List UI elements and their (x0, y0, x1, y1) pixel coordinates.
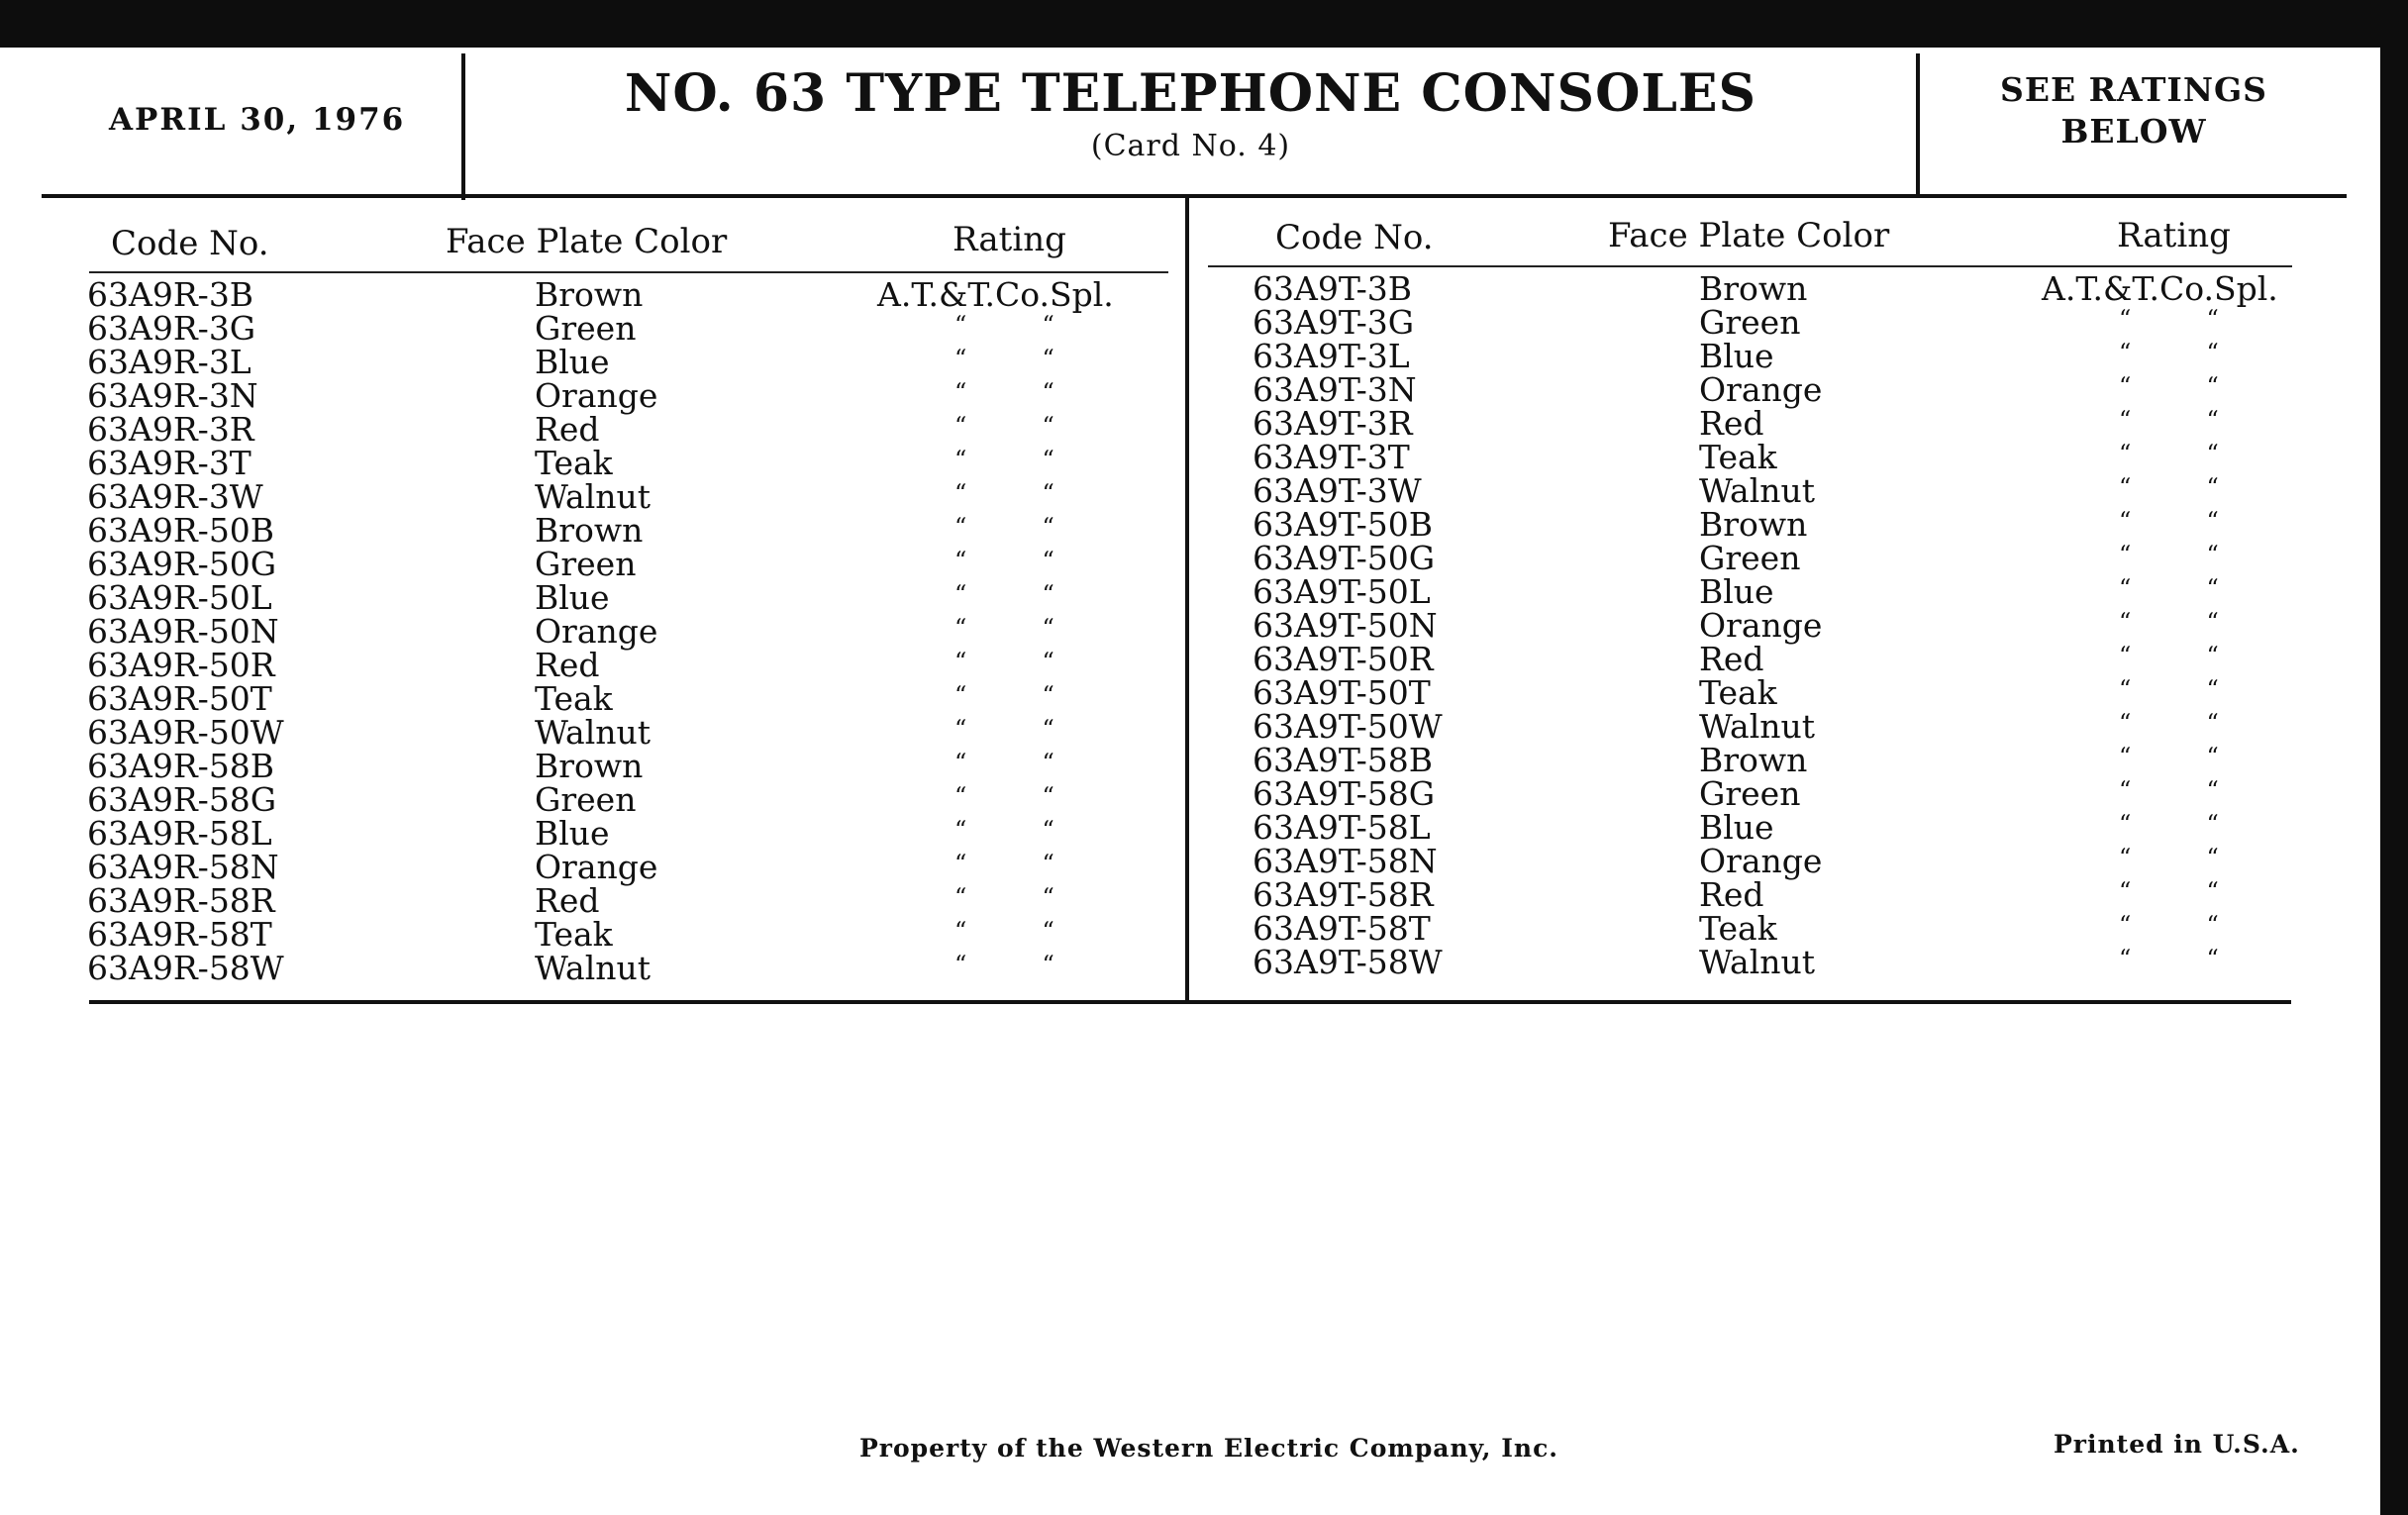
rating-ditto-mark: “ “ (2119, 608, 2219, 636)
table-row (0, 477, 1183, 516)
code-number: 63A9R-58L (87, 814, 272, 853)
face-plate-color: Teak (1699, 909, 1777, 948)
code-number: 63A9R-3N (87, 376, 258, 415)
face-plate-color: Red (535, 646, 600, 684)
rating-ditto-mark: “ “ (954, 412, 1054, 440)
code-number: 63A9T-3B (1253, 269, 1412, 308)
rating-ditto-mark: “ “ (954, 378, 1054, 406)
rating-ditto-mark: “ “ (954, 580, 1054, 608)
right-color-header: Face Plate Color (1608, 216, 1890, 255)
rating-ditto-mark: “ “ (954, 345, 1054, 372)
rating-ditto-mark: “ “ (954, 614, 1054, 642)
table-row (0, 444, 1183, 482)
table-row (0, 848, 1183, 886)
table-row (1188, 572, 2376, 611)
code-number: 63A9R-3B (87, 275, 254, 314)
face-plate-color: Brown (1699, 741, 1808, 779)
code-number: 63A9T-58N (1253, 842, 1438, 880)
right-header-rule (1208, 265, 2292, 267)
face-plate-color: Green (1699, 539, 1801, 577)
rating-ditto-mark: “ “ (2119, 675, 2219, 703)
rating-ditto-mark: “ “ (954, 479, 1054, 507)
rating-ditto-mark: “ “ (2119, 406, 2219, 434)
header-divider-right (1916, 53, 1920, 194)
face-plate-color: Brown (535, 747, 644, 785)
rating-ditto-mark: “ “ (954, 648, 1054, 675)
rating-ditto-mark: “ “ (954, 850, 1054, 877)
code-number: 63A9T-50T (1253, 673, 1431, 712)
rating-ditto-mark: “ “ (954, 749, 1054, 776)
face-plate-color: Orange (1699, 370, 1823, 409)
table-row (1188, 640, 2376, 678)
rating-ditto-mark: “ “ (2119, 541, 2219, 568)
face-plate-color: Brown (535, 275, 644, 314)
code-number: 63A9R-58R (87, 881, 275, 920)
table-row (0, 511, 1183, 550)
table-row (1188, 404, 2376, 443)
table-row (1188, 606, 2376, 645)
face-plate-color: Teak (1699, 438, 1777, 476)
face-plate-color: Orange (1699, 606, 1823, 645)
rating-ditto-mark: “ “ (2119, 709, 2219, 737)
card-title: NO. 63 TYPE TELEPHONE CONSOLES (624, 63, 1757, 124)
table-row (1188, 875, 2376, 914)
see-ratings-line2: BELOW (2060, 112, 2207, 151)
table-row (1188, 303, 2376, 342)
rating-ditto-mark: “ “ (2119, 642, 2219, 669)
code-number: 63A9R-58T (87, 915, 272, 954)
face-plate-color: Brown (535, 511, 644, 550)
rating: A.T.&T.Co.Spl. (2042, 269, 2278, 308)
header-rule (42, 194, 2347, 198)
table-row (0, 376, 1183, 415)
rating-ditto-mark: “ “ (2119, 945, 2219, 972)
face-plate-color: Green (535, 545, 637, 583)
table-row (1188, 707, 2376, 746)
table-row (1188, 471, 2376, 510)
face-plate-color: Walnut (1699, 943, 1816, 981)
table-row (0, 275, 1183, 314)
face-plate-color: Blue (535, 814, 610, 853)
rating-ditto-mark: “ “ (2119, 743, 2219, 770)
catalog-card (0, 48, 2380, 1515)
code-number: 63A9T-3R (1253, 404, 1413, 443)
face-plate-color: Red (535, 410, 600, 449)
table-row (1188, 943, 2376, 981)
rating-ditto-mark: “ “ (2119, 574, 2219, 602)
rating-ditto-mark: “ “ (2119, 844, 2219, 871)
code-number: 63A9T-58W (1253, 943, 1443, 981)
table-row (0, 915, 1183, 954)
face-plate-color: Red (1699, 640, 1764, 678)
table-row (0, 814, 1183, 853)
table-row (1188, 909, 2376, 948)
face-plate-color: Blue (535, 343, 610, 381)
rating-ditto-mark: “ “ (954, 715, 1054, 743)
code-number: 63A9T-3T (1253, 438, 1410, 476)
left-rating-header: Rating (953, 220, 1066, 259)
rating-ditto-mark: “ “ (954, 951, 1054, 978)
face-plate-color: Green (1699, 303, 1801, 342)
rating-ditto-mark: “ “ (954, 311, 1054, 339)
left-color-header: Face Plate Color (446, 222, 728, 261)
see-ratings-note (1921, 69, 2347, 152)
code-number: 63A9R-3W (87, 477, 263, 516)
face-plate-color: Walnut (1699, 471, 1816, 510)
table-row (1188, 774, 2376, 813)
code-number: 63A9T-58T (1253, 909, 1431, 948)
rating-ditto-mark: “ “ (2119, 776, 2219, 804)
table-row (0, 780, 1183, 819)
face-plate-color: Red (1699, 404, 1764, 443)
face-plate-color: Orange (1699, 842, 1823, 880)
table-row (0, 949, 1183, 987)
left-header-rule (89, 271, 1168, 273)
code-number: 63A9R-50G (87, 545, 277, 583)
face-plate-color: Brown (1699, 269, 1808, 308)
table-row (0, 881, 1183, 920)
rating-ditto-mark: “ “ (2119, 877, 2219, 905)
table-row (1188, 808, 2376, 847)
code-number: 63A9T-3G (1253, 303, 1415, 342)
rating-ditto-mark: “ “ (2119, 339, 2219, 366)
face-plate-color: Red (1699, 875, 1764, 914)
code-number: 63A9T-3L (1253, 337, 1410, 375)
left-code-header: Code No. (111, 224, 269, 263)
rating-ditto-mark: “ “ (2119, 473, 2219, 501)
card-date: APRIL 30, 1976 (109, 102, 406, 138)
face-plate-color: Orange (535, 376, 658, 415)
code-number: 63A9T-50L (1253, 572, 1431, 611)
rating-ditto-mark: “ “ (2119, 305, 2219, 333)
table-row (1188, 337, 2376, 375)
face-plate-color: Teak (535, 444, 613, 482)
table-row (0, 612, 1183, 651)
rating-ditto-mark: “ “ (954, 917, 1054, 945)
code-number: 63A9R-3R (87, 410, 254, 449)
face-plate-color: Blue (535, 578, 610, 617)
right-code-table (1188, 269, 2376, 981)
rating-ditto-mark: “ “ (2119, 911, 2219, 939)
face-plate-color: Walnut (535, 713, 652, 752)
right-rating-header: Rating (2117, 216, 2231, 255)
face-plate-color: Walnut (1699, 707, 1816, 746)
table-bottom-rule (89, 1000, 2291, 1004)
face-plate-color: Teak (535, 915, 613, 954)
table-row (0, 713, 1183, 752)
face-plate-color: Red (535, 881, 600, 920)
face-plate-color: Teak (535, 679, 613, 718)
code-number: 63A9R-50L (87, 578, 272, 617)
code-number: 63A9R-58N (87, 848, 279, 886)
face-plate-color: Green (535, 780, 637, 819)
code-number: 63A9R-50B (87, 511, 275, 550)
table-row (1188, 539, 2376, 577)
code-number: 63A9T-50W (1253, 707, 1443, 746)
table-row (0, 646, 1183, 684)
rating: A.T.&T.Co.Spl. (877, 275, 1114, 314)
code-number: 63A9T-50N (1253, 606, 1438, 645)
rating-ditto-mark: “ “ (2119, 372, 2219, 400)
table-row (0, 309, 1183, 348)
rating-ditto-mark: “ “ (954, 816, 1054, 844)
table-row (0, 410, 1183, 449)
face-plate-color: Green (535, 309, 637, 348)
table-row (1188, 438, 2376, 476)
rating-ditto-mark: “ “ (954, 446, 1054, 473)
code-number: 63A9T-50B (1253, 505, 1433, 544)
code-number: 63A9R-50R (87, 646, 275, 684)
code-number: 63A9R-3L (87, 343, 251, 381)
face-plate-color: Blue (1699, 337, 1774, 375)
table-row (0, 747, 1183, 785)
printed-notice: Printed in U.S.A. (2054, 1430, 2300, 1459)
code-number: 63A9R-3T (87, 444, 251, 482)
table-row (1188, 269, 2376, 308)
face-plate-color: Blue (1699, 808, 1774, 847)
face-plate-color: Teak (1699, 673, 1777, 712)
rating-ditto-mark: “ “ (954, 782, 1054, 810)
rating-ditto-mark: “ “ (954, 547, 1054, 574)
code-number: 63A9R-50T (87, 679, 272, 718)
table-row (0, 545, 1183, 583)
face-plate-color: Walnut (535, 477, 652, 516)
face-plate-color: Green (1699, 774, 1801, 813)
table-row (1188, 842, 2376, 880)
rating-ditto-mark: “ “ (954, 883, 1054, 911)
table-row (0, 343, 1183, 381)
table-row (1188, 505, 2376, 544)
code-number: 63A9T-58G (1253, 774, 1436, 813)
face-plate-color: Orange (535, 848, 658, 886)
code-number: 63A9R-58G (87, 780, 277, 819)
property-notice: Property of the Western Electric Company, Inc. (859, 1434, 1559, 1463)
code-number: 63A9T-3W (1253, 471, 1422, 510)
face-plate-color: Orange (535, 612, 658, 651)
code-number: 63A9T-50G (1253, 539, 1436, 577)
face-plate-color: Walnut (535, 949, 652, 987)
rating-ditto-mark: “ “ (954, 681, 1054, 709)
code-number: 63A9R-58W (87, 949, 284, 987)
face-plate-color: Blue (1699, 572, 1774, 611)
table-row (1188, 673, 2376, 712)
right-code-header: Code No. (1275, 218, 1434, 257)
face-plate-color: Brown (1699, 505, 1808, 544)
code-number: 63A9R-58B (87, 747, 275, 785)
table-row (0, 578, 1183, 617)
code-number: 63A9R-3G (87, 309, 256, 348)
code-number: 63A9T-3N (1253, 370, 1417, 409)
rating-ditto-mark: “ “ (2119, 810, 2219, 838)
code-number: 63A9T-58B (1253, 741, 1433, 779)
see-ratings-line1: SEE RATINGS (1999, 70, 2268, 109)
rating-ditto-mark: “ “ (954, 513, 1054, 541)
rating-ditto-mark: “ “ (2119, 507, 2219, 535)
left-code-table (0, 275, 1183, 987)
code-number: 63A9R-50N (87, 612, 279, 651)
card-subtitle: (Card No. 4) (1090, 129, 1291, 163)
code-number: 63A9R-50W (87, 713, 284, 752)
table-row (1188, 370, 2376, 409)
table-row (1188, 741, 2376, 779)
table-row (0, 679, 1183, 718)
rating-ditto-mark: “ “ (2119, 440, 2219, 467)
code-number: 63A9T-58L (1253, 808, 1431, 847)
code-number: 63A9T-50R (1253, 640, 1434, 678)
code-number: 63A9T-58R (1253, 875, 1434, 914)
